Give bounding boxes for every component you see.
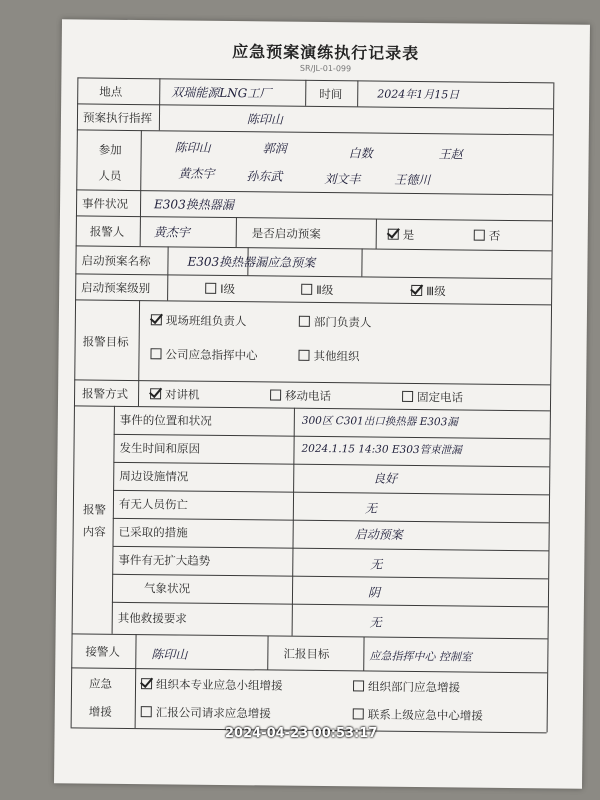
rule [74,379,550,385]
support-option-2-label: 组织部门应急增援 [367,679,461,695]
rule [72,633,548,639]
level-2-option[interactable] [301,282,333,298]
content-item-value: 良好 [373,471,398,486]
rule [113,462,549,468]
checkbox-checked-icon [151,314,162,325]
content-item-label: 事件的位置和状况 [119,412,212,428]
content-item-value: 阴 [367,585,381,600]
target-option-3[interactable] [150,346,257,363]
rule [76,189,552,195]
rule [138,380,139,406]
target-option-1[interactable] [151,312,247,329]
rule [135,634,137,728]
report-target-value: 应急指挥中心 控制室 [369,649,472,664]
support-option-3[interactable] [141,704,271,721]
level-2-label: Ⅱ级 [316,282,334,298]
rule [113,490,549,496]
content-item-label: 有无人员伤亡 [118,496,189,512]
event-label: 事件状况 [82,196,129,211]
participant-name: 陈印山 [174,140,211,155]
rule [361,248,362,276]
form-code: SR/JL-01-099 [299,63,352,74]
content-item-value: 300区 C301出口换热器 E303漏 [301,414,458,429]
participant-name: 孙东武 [246,169,283,184]
content-item-value: 无 [364,501,377,516]
support-option-1-label: 组织本专业应急小组增援 [155,677,283,693]
participants-label-2: 人员 [98,168,122,183]
rule [71,667,547,673]
checkbox-icon [150,348,161,359]
rule [71,77,79,727]
content-item-label: 已采取的措施 [118,524,188,540]
content-item-label: 发生时间和原因 [119,440,201,456]
plan-name-label: 启动预案名称 [81,253,151,269]
time-label: 时间 [319,86,343,102]
participant-name: 王德川 [394,172,431,188]
rule [305,80,306,106]
method-option-2[interactable] [270,387,331,404]
time-value: 2024年1月15日 [377,87,460,102]
event-value: E303换热器漏 [154,197,234,213]
rule [75,273,551,279]
rule [140,190,141,216]
level-1-label: Ⅰ级 [220,281,236,297]
target-option-1-label: 现场班组负责人 [165,313,247,329]
checkbox-icon [270,389,281,400]
method-option-1[interactable] [150,386,200,403]
checkbox-icon [298,350,309,361]
support-option-3-label: 汇报公司请求应急增援 [155,705,271,721]
rule [236,217,237,247]
support-option-4[interactable] [353,706,483,723]
checkbox-icon [299,316,310,327]
support-option-2[interactable] [353,678,460,695]
content-item-label: 周边设施情况 [119,468,189,484]
participant-name: 刘文丰 [324,172,361,187]
rule [77,129,553,135]
activate-no[interactable] [474,228,501,244]
method-option-1-label: 对讲机 [165,387,200,402]
support-option-4-label: 联系上级应急中心增援 [367,707,483,723]
method-option-2-label: 移动电话 [285,388,332,404]
rule [292,408,295,636]
rule [267,635,268,669]
rule [363,636,364,670]
activate-no-label: 否 [488,228,501,243]
rule [114,434,550,440]
content-item-value: 启动预案 [354,527,403,542]
content-item-label: 其他救援要求 [117,610,187,626]
checkbox-icon [474,230,485,241]
participant-name: 郭润 [262,141,287,156]
photo-timestamp: 2024-04-23 00:53:17 [225,726,378,741]
form-title: 应急预案演练执行记录表 [232,42,420,63]
level-3-option[interactable] [411,283,446,299]
alarm-target-label: 报警目标 [82,334,129,349]
form-table [70,77,553,762]
content-item-value: 无 [370,557,383,572]
commander-label: 预案执行指挥 [82,110,153,126]
checkbox-icon [141,706,152,717]
rule [112,574,548,580]
checkbox-checked-icon [388,229,399,240]
rule [547,82,555,732]
participant-name: 白数 [348,146,373,161]
report-target-label: 汇报目标 [283,646,330,662]
content-item-value: 2024.1.15 14:30 E303管束泄漏 [301,442,462,457]
target-option-2[interactable] [299,314,372,331]
content-item-label: 事件有无扩大趋势 [118,552,211,568]
target-option-4-label: 其他组织 [313,348,360,364]
rule [77,77,553,83]
checkbox-icon [353,708,364,719]
location-label: 地点 [99,84,123,99]
activate-yes-label: 是 [402,227,415,242]
activate-yes[interactable] [388,227,415,243]
checkbox-checked-icon [150,388,161,399]
plan-name-value: E303换热器漏应急预案 [187,254,316,270]
target-option-3-label: 公司应急指挥中心 [165,347,258,363]
activate-question: 是否启动预案 [251,226,321,241]
rule [357,80,358,106]
content-item-label: 气象状况 [143,581,191,596]
target-option-4[interactable] [298,348,359,365]
support-option-1[interactable] [141,676,283,693]
commander-value: 陈印山 [246,112,284,127]
rule [376,219,377,249]
location-value: 双瑞能源LNG工厂 [171,85,272,101]
receiver-value: 陈印山 [151,647,188,662]
rule [167,274,168,300]
level-3-label: Ⅲ级 [426,284,446,299]
support-label-1: 应急 [88,676,113,691]
rule [74,405,550,411]
method-option-3[interactable] [402,389,463,406]
rule [112,546,548,552]
rule [112,406,115,634]
alarm-content-label-1: 报警 [82,502,106,517]
participants-label-1: 参加 [98,142,122,157]
rule [75,299,551,305]
rule [138,300,140,380]
rule [140,216,141,246]
checkbox-icon [301,284,312,295]
rule [76,245,552,251]
support-label-2: 增援 [88,704,112,719]
reporter-label: 报警人 [89,224,125,239]
form-sheet [54,19,590,788]
rule [76,215,552,221]
participant-name: 王赵 [438,147,463,162]
alarm-content-label-2: 内容 [82,524,106,539]
rule [140,130,142,190]
checkbox-icon [402,391,413,402]
receiver-label: 接警人 [85,644,120,659]
checkbox-checked-icon [411,285,422,296]
alarm-method-label: 报警方式 [82,386,129,401]
level-1-option[interactable] [205,281,235,297]
content-item-value: 无 [369,615,382,630]
method-option-3-label: 固定电话 [417,389,464,405]
checkbox-icon [353,680,364,691]
participant-name: 黄杰宇 [178,166,215,181]
rule [167,246,168,274]
rule [77,103,553,109]
target-option-2-label: 部门负责人 [313,314,372,330]
rule [112,602,548,608]
checkbox-icon [205,283,216,294]
checkbox-checked-icon [141,678,152,689]
rule [113,518,549,524]
reporter-value: 黄杰宇 [153,225,190,240]
plan-level-label: 启动预案级别 [81,280,151,296]
